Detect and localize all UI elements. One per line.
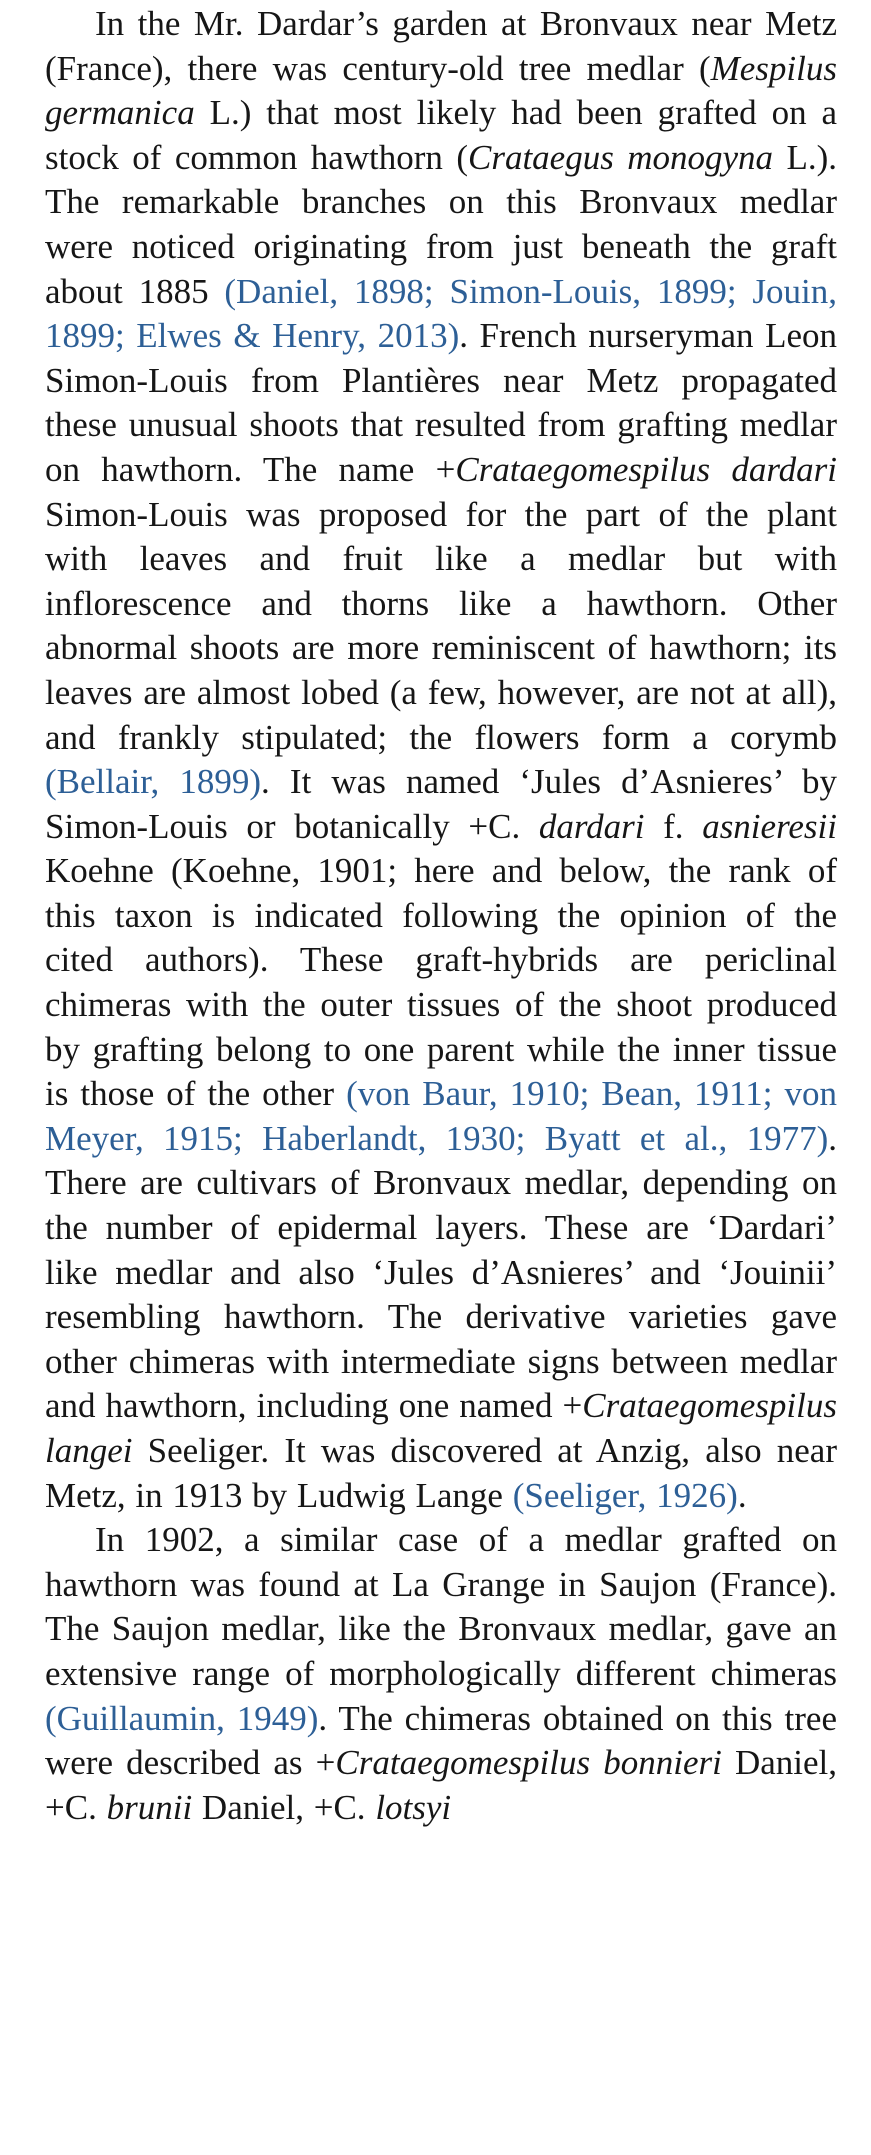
citation-link[interactable]: (von Baur, 1910; Bean, 1911; von Meyer, 1915; Haberlandt, 1930; Byatt et al., 1977)	[45, 1074, 837, 1158]
text-run: In the Mr. Dardar’s garden at Bronvaux near Metz (France), there was century-old tree medlar (	[45, 4, 837, 88]
paragraph	[45, 2, 837, 1518]
text-run: f.	[644, 806, 703, 846]
text-run: . There are cultivars of Bronvaux medlar, depending on the number of epidermal layers. These are ‘Dardari’ like medlar and also ‘Jules d’Asnieres’ and ‘Jouinii’ resembling hawthorn. The derivative varieties gave other chimeras with intermediate signs between medlar and hawthorn, including one named +	[45, 1118, 837, 1426]
citation-link[interactable]: (Daniel, 1898; Simon-Louis, 1899; Jouin, 1899; Elwes & Henry, 2013)	[45, 271, 837, 356]
text-run: Seeliger. It was discovered at Anzig, also near Metz, in 1913 by Ludwig Lange	[45, 1431, 837, 1515]
text-run: . The chimeras obtained on this tree were described as +	[45, 1698, 837, 1783]
text-run: Simon-Louis was proposed for the part of the plant with leaves and fruit like a medlar but with inflorescence and thorns like a hawthorn. Other abnormal shoots are more reminiscent of hawthorn; its leaves are almost lobed (a few, however, are not at all), and frankly stipulated; the flowers form a corymb	[45, 494, 837, 757]
citation-link[interactable]: (Bellair, 1899)	[45, 762, 262, 802]
text-run: L.). The remarkable branches on this Bronvaux medlar were noticed originating from just beneath the graft about 1885	[45, 137, 837, 311]
taxon-name: Crataegomespilus dardari	[455, 449, 838, 489]
article-text	[45, 2, 837, 1830]
text-run: L.) that most likely had been grafted on a stock of common hawthorn (	[45, 93, 837, 177]
citation-link[interactable]: (Seeliger, 1926)	[512, 1475, 738, 1515]
text-run: Daniel, +C.	[192, 1787, 376, 1827]
taxon-name: asnieresii	[702, 806, 837, 846]
text-run: . It was named ‘Jules d’Asnieres’ by Simon-Louis or botanically +C.	[45, 762, 837, 846]
taxon-name: Crataegomespilus bonnieri	[335, 1743, 722, 1783]
text-run: Daniel, +C.	[45, 1743, 837, 1827]
text-run: .	[737, 1475, 747, 1515]
paragraph	[45, 1518, 837, 1830]
taxon-name: Crataegomespilus langei	[45, 1386, 837, 1470]
citation-link[interactable]: (Guillaumin, 1949)	[45, 1698, 319, 1738]
taxon-name: Crataegus monogyna	[467, 137, 774, 177]
taxon-name: brunii	[106, 1787, 193, 1827]
text-run: Koehne (Koehne, 1901; here and below, the rank of this taxon is indicated following the opinion of the cited authors). These graft-hybrids are periclinal chimeras with the outer tissues of the shoot produced by grafting belong to one parent while the inner tissue is those of the other	[45, 851, 837, 1114]
taxon-name: dardari	[538, 806, 645, 846]
text-run: In 1902, a similar case of a medlar grafted on hawthorn was found at La Grange in Saujon (France). The Saujon medlar, like the Bronvaux medlar, gave an extensive range of morphologically different chimeras	[45, 1520, 837, 1693]
text-run: . French nurseryman Leon Simon-Louis from Plantières near Metz propagated these unusual shoots that resulted from grafting medlar on hawthorn. The name +	[45, 316, 837, 489]
taxon-name: Mespilus germanica	[45, 48, 837, 133]
taxon-name: lotsyi	[375, 1787, 452, 1827]
